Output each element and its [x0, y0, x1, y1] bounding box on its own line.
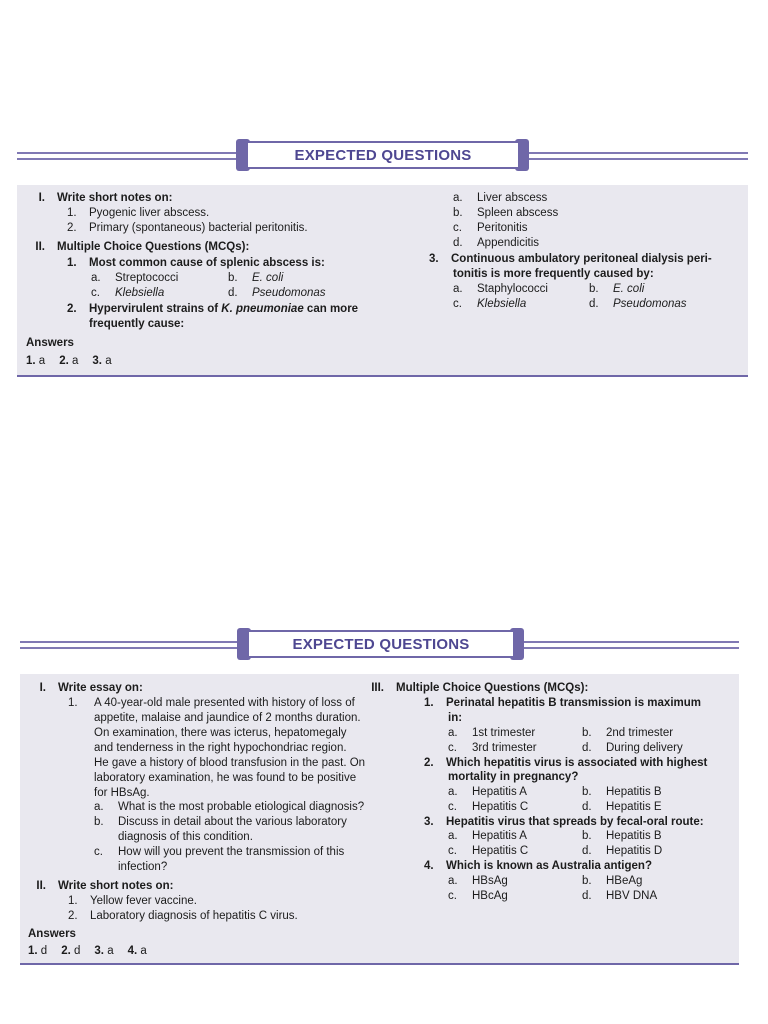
answer-item: 3. a [92, 355, 112, 367]
mcq-option: c. Peritonitis [453, 222, 528, 234]
mcq-question: 2. Hypervirulent strains of K. pneumoniae can more [67, 303, 359, 315]
answer-item: 2. d [61, 945, 81, 957]
list-item: 2. Laboratory diagnosis of hepatitis C virus. [68, 910, 298, 922]
answers-label: Answers [28, 928, 76, 940]
answers-list [28, 944, 161, 959]
mcq-option: d. During delivery [582, 742, 683, 754]
mcq-option: d. Pseudomonas [228, 287, 326, 299]
header-rule [17, 158, 237, 160]
mcq-option: c. Hepatitis C [448, 845, 529, 857]
question-heading: I. Write essay on: [39, 682, 143, 694]
essay-line: appetite, malaise and jaundice of 2 months duration. [94, 712, 361, 724]
mcq-question: 4. Which is known as Australia antigen? [424, 860, 652, 872]
header-title-box [246, 141, 520, 169]
mcq-option: b. 2nd trimester [582, 727, 674, 739]
mcq-option: a. Streptococci [91, 272, 179, 284]
header-rule [17, 152, 237, 154]
section-title: EXPECTED QUESTIONS [294, 146, 472, 164]
mcq-option: d. Hepatitis E [582, 801, 662, 813]
answers-label: Answers [26, 337, 74, 349]
mcq-option: a. Liver abscess [453, 192, 548, 204]
question-heading: II. Write short notes on: [36, 880, 174, 892]
mcq-option: a. HBsAg [448, 875, 508, 887]
mcq-option: b. Hepatitis B [582, 830, 662, 842]
answer-item: 4. a [127, 945, 147, 957]
mcq-option: a. 1st trimester [448, 727, 536, 739]
list-item: 2. Primary (spontaneous) bacterial peritonitis. [67, 222, 308, 234]
header-rule [522, 641, 739, 643]
mcq-option: d. Pseudomonas [589, 298, 687, 310]
mcq-option: c. 3rd trimester [448, 742, 537, 754]
header-rule [528, 158, 748, 160]
header-rule [522, 647, 739, 649]
header-rule [20, 641, 238, 643]
mcq-option: d. Hepatitis D [582, 845, 663, 857]
essay-subquestion: c. How will you prevent the transmission of this [94, 846, 345, 858]
mcq-option: b. Spleen abscess [453, 207, 559, 219]
mcq-question: 1. Most common cause of splenic abscess is: [67, 257, 325, 269]
section1-panel [17, 185, 748, 377]
answers-list [26, 354, 126, 369]
essay-line: laboratory examination, he was found to be positive [94, 772, 357, 784]
mcq-option: d. Appendicitis [453, 237, 540, 249]
essay-line: He gave a history of blood transfusion in the past. On [94, 757, 366, 769]
mcq-question: 2. Which hepatitis virus is associated with highest [424, 757, 708, 769]
mcq-option: c. Klebsiella [91, 287, 165, 299]
essay-subquestion-cont: infection? [118, 861, 168, 873]
mcq-question: 1. Perinatal hepatitis B transmission is maximum [424, 697, 701, 709]
essay-text [94, 696, 376, 801]
header-title-box [247, 630, 515, 658]
section-title: EXPECTED QUESTIONS [292, 635, 470, 653]
essay-question: 1. [68, 697, 78, 709]
mcq-option: c. HBcAg [448, 890, 508, 902]
section2-panel [20, 674, 739, 965]
mcq-question-cont: frequently cause: [89, 318, 185, 330]
header-rule [528, 152, 748, 154]
mcq-question-cont: tonitis is more frequently caused by: [453, 268, 654, 280]
list-item: 1. Yellow fever vaccine. [68, 895, 197, 907]
essay-line: On examination, there was icterus, hepatomegaly [94, 727, 347, 739]
mcq-option: a. Staphylococci [453, 283, 548, 295]
answer-item: 3. a [94, 945, 114, 957]
answer-item: 1. d [28, 945, 48, 957]
mcq-option: c. Klebsiella [453, 298, 527, 310]
mcq-option: b. HBeAg [582, 875, 643, 887]
mcq-question-cont: mortality in pregnancy? [448, 771, 579, 783]
essay-line: A 40-year-old male presented with history of loss of [94, 697, 355, 709]
mcq-question-cont: in: [448, 712, 463, 724]
mcq-option: b. Hepatitis B [582, 786, 662, 798]
question-heading: I. Write short notes on: [38, 192, 173, 204]
mcq-option: b. E. coli [228, 272, 284, 284]
essay-line: for HBsAg. [94, 787, 150, 799]
header-rule [20, 647, 238, 649]
mcq-option: c. Hepatitis C [448, 801, 529, 813]
section2-header [0, 627, 768, 667]
essay-subquestion: b. Discuss in detail about the various laboratory [94, 816, 347, 828]
mcq-option: d. HBV DNA [582, 890, 658, 902]
mcq-question: 3. Continuous ambulatory peritoneal dialysis peri- [429, 253, 712, 265]
question-heading: II. Multiple Choice Questions (MCQs): [35, 241, 250, 253]
answer-item: 1. a [26, 355, 46, 367]
essay-line: and tenderness in the right hypochondriac region. [94, 742, 347, 754]
list-item: 1. Pyogenic liver abscess. [67, 207, 210, 219]
mcq-option: a. Hepatitis A [448, 830, 527, 842]
answer-item: 2. a [59, 355, 79, 367]
mcq-option: b. E. coli [589, 283, 645, 295]
mcq-question: 3. Hepatitis virus that spreads by fecal-oral route: [424, 816, 704, 828]
mcq-option: a. Hepatitis A [448, 786, 527, 798]
question-heading: III. Multiple Choice Questions (MCQs): [371, 682, 589, 694]
section1-header [0, 138, 768, 178]
essay-subquestion: a. What is the most probable etiological diagnosis? [94, 801, 365, 813]
essay-subquestion-cont: diagnosis of this condition. [118, 831, 253, 843]
